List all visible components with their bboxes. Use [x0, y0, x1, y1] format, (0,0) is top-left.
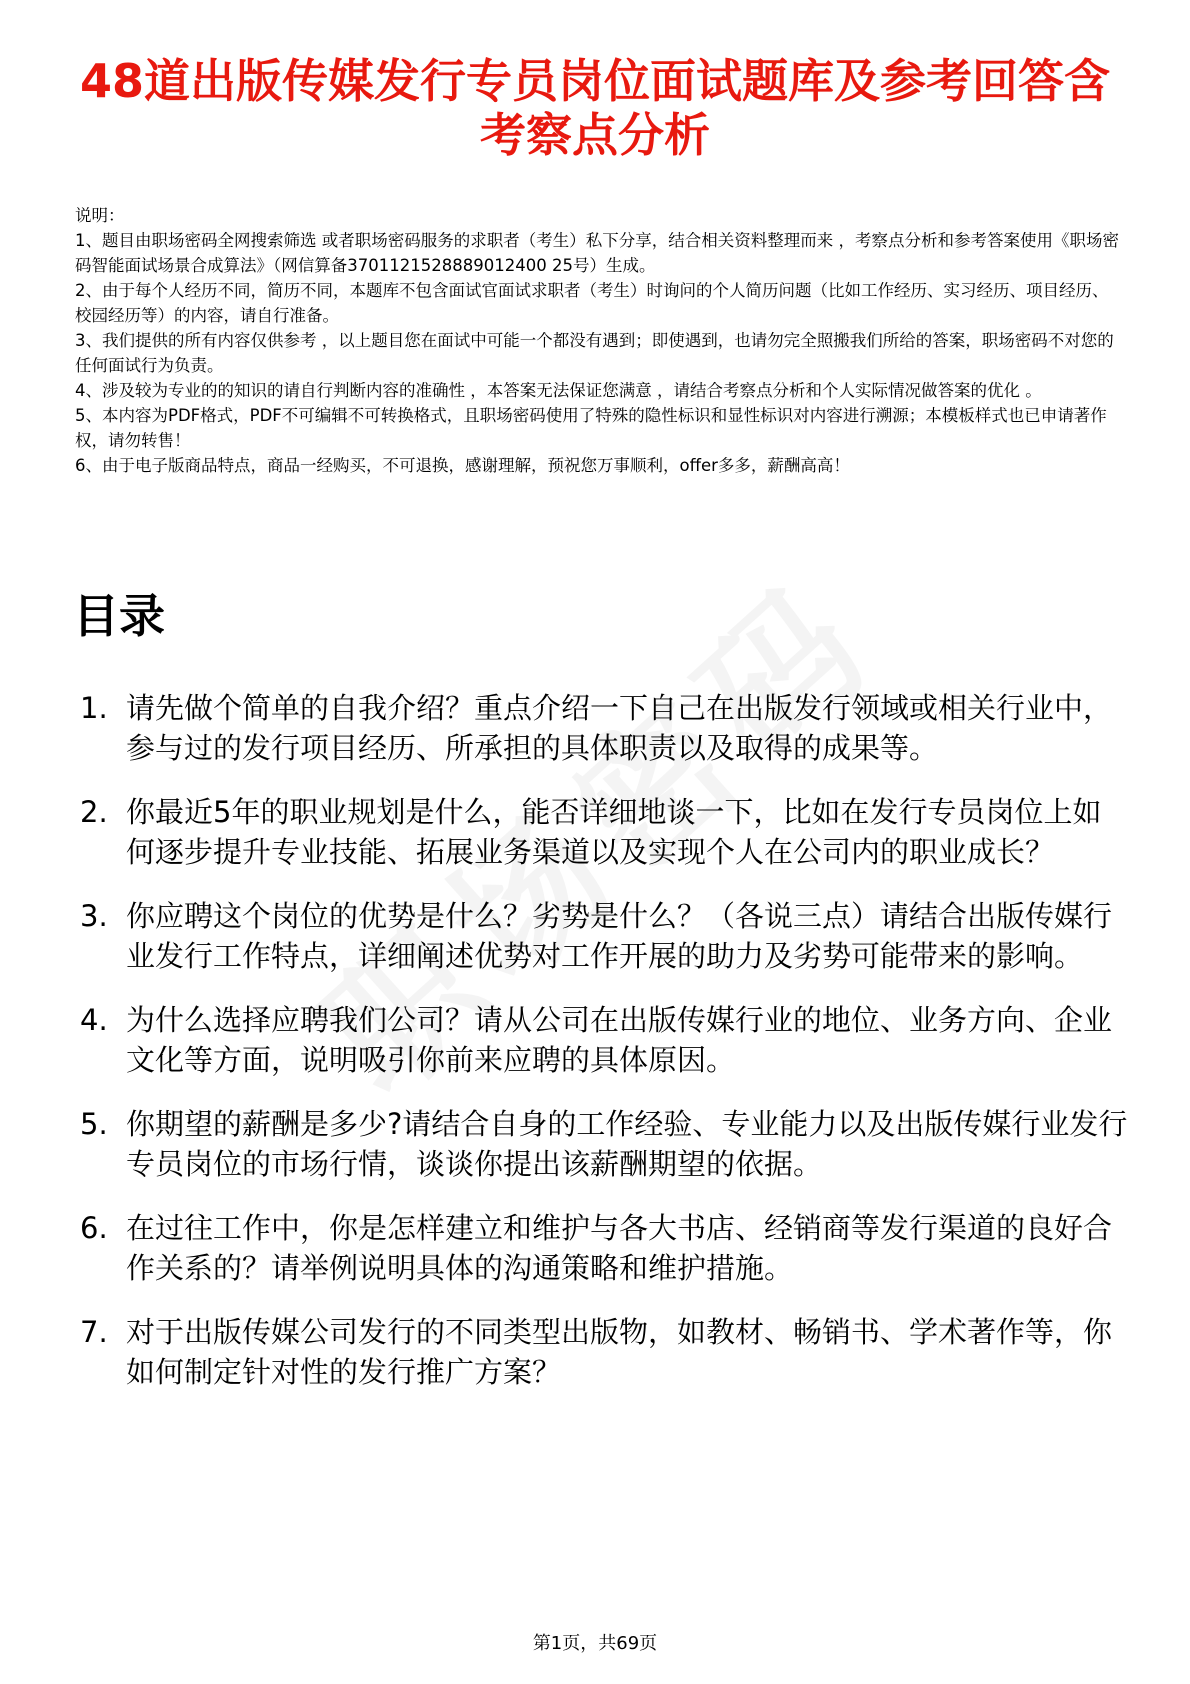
- question-item: [80, 1312, 1130, 1392]
- notes-item: 1、题目由职场密码全网搜索筛选 或者职场密码服务的求职者（考生）私下分享，结合相关资料整理而来 ，考察点分析和参考答案使用《职场密码智能面试场景合成算法》（网信算备3701121528889012400 25号）生成。: [75, 231, 1119, 275]
- question-item: [80, 896, 1130, 976]
- question-item: [80, 792, 1130, 872]
- notes-item: 4、涉及较为专业的的知识的请自行判断内容的准确性 ，本答案无法保证您满意 ，请结合考察点分析和个人实际情况做答案的优化 。: [75, 381, 1042, 400]
- question-text: 为什么选择应聘我们公司？请从公司在出版传媒行业的地位、业务方向、企业文化等方面，说明吸引你前来应聘的具体原因。: [126, 1003, 1113, 1077]
- document-title: 48道出版传媒发行专员岗位面试题库及参考回答含考察点分析: [79, 54, 1110, 162]
- question-text: 对于出版传媒公司发行的不同类型出版物，如教材、畅销书、学术著作等，你如何制定针对性的发行推广方案？: [126, 1315, 1113, 1389]
- question-text: 你应聘这个岗位的优势是什么？劣势是什么？（各说三点）请结合出版传媒行业发行工作特点，详细阐述优势对工作开展的助力及劣势可能带来的影响。: [126, 899, 1113, 973]
- question-item: [80, 688, 1130, 768]
- question-number: 4.: [80, 1003, 108, 1037]
- question-number: 2.: [80, 795, 108, 829]
- question-text: 在过往工作中，你是怎样建立和维护与各大书店、经销商等发行渠道的良好合作关系的？请举例说明具体的沟通策略和维护措施。: [126, 1211, 1113, 1285]
- toc-heading: 目录: [73, 589, 165, 643]
- notes-item: 6、由于电子版商品特点，商品一经购买，不可退换，感谢理解，预祝您万事顺利，offer多多，薪酬高高！: [75, 456, 850, 475]
- question-item: [80, 1104, 1130, 1184]
- notes-item: 5、本内容为PDF格式，PDF不可编辑不可转换格式，且职场密码使用了特殊的隐性标识和显性标识对内容进行溯源；本模板样式也已申请著作权，请勿转售！: [75, 406, 1107, 450]
- question-item: [80, 1000, 1130, 1080]
- question-number: 1.: [80, 691, 108, 725]
- notes-item: 2、由于每个人经历不同，简历不同，本题库不包含面试官面试求职者（考生）时询问的个人简历问题（比如工作经历、实习经历、项目经历、校园经历等）的内容，请自行准备。: [75, 281, 1109, 325]
- notes-heading: 说明：: [75, 206, 125, 225]
- question-number: 6.: [80, 1211, 108, 1245]
- question-text: 请先做个简单的自我介绍？重点介绍一下自己在出版发行领域或相关行业中，参与过的发行项目经历、所承担的具体职责以及取得的成果等。: [126, 691, 1113, 765]
- notes-item: 3、我们提供的所有内容仅供参考 ，以上题目您在面试中可能一个都没有遇到；即使遇到，也请勿完全照搬我们所给的答案，职场密码不对您的任何面试行为负责。: [75, 331, 1114, 375]
- question-number: 5.: [80, 1107, 108, 1141]
- question-item: [80, 1208, 1130, 1288]
- notes-section: [75, 203, 1123, 478]
- question-list: [80, 688, 1130, 1416]
- question-number: 3.: [80, 899, 108, 933]
- question-text: 你最近5年的职业规划是什么，能否详细地谈一下，比如在发行专员岗位上如何逐步提升专业技能、拓展业务渠道以及实现个人在公司内的职业成长？: [126, 795, 1102, 869]
- page-footer: 第1页，共69页: [532, 1633, 658, 1654]
- question-number: 7.: [80, 1315, 108, 1349]
- question-text: 你期望的薪酬是多少?请结合自身的工作经验、专业能力以及出版传媒行业发行专员岗位的市场行情，谈谈你提出该薪酬期望的依据。: [126, 1107, 1128, 1181]
